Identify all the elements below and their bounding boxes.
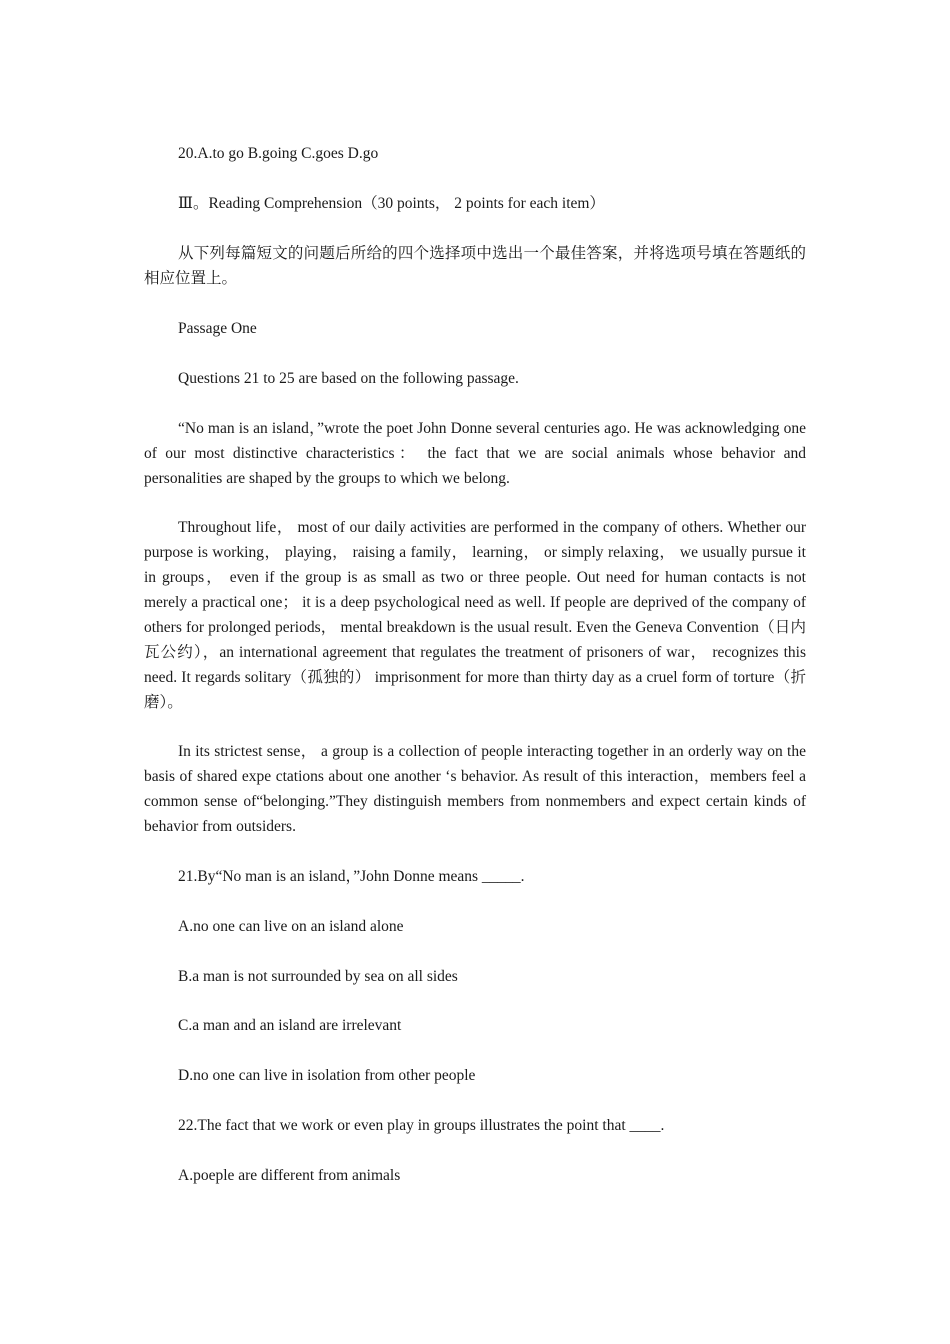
instruction: 从下列每篇短文的问题后所给的四个选择项中选出一个最佳答案，并将选项号填在答题纸的相应位置上。 bbox=[144, 245, 806, 287]
question-21-stem: 21.By“No man is an island，”John Donne means _____. bbox=[178, 868, 525, 885]
passage-title: Passage One bbox=[178, 320, 257, 337]
question-21-option-b: B.a man is not surrounded by sea on all sides bbox=[178, 968, 458, 985]
paragraph-3: In its strictest sense， a group is a collection of people interacting together in an orderly way on the basis of shared expe ctations about one another ‘s behavior. As result of this interaction，members feel a common sense of“belonging.”They distinguish members from nonmembers and expect certain kinds of behavior from outsiders. bbox=[144, 743, 806, 835]
question-20: 20.A.to go B.going C.goes D.go bbox=[178, 145, 379, 162]
section-heading: Ⅲ。Reading Comprehension（30 points， 2 points for each item） bbox=[178, 195, 605, 212]
question-22-stem: 22.The fact that we work or even play in groups illustrates the point that ____. bbox=[178, 1117, 665, 1134]
paragraph-2: Throughout life， most of our daily activities are performed in the company of others. Whether our purpose is working， playing， raising a family， learning， or simply relaxing， we usually pursue it in groups， even if the group is as small as two or three people. Out need for human contacts is not merely a practical one； it is a deep psychological need as well. If people are deprived of the company of others for prolonged periods， mental breakdown is the usual result. Even the Geneva Convention（日内瓦公约），an international agreement that regulates the treatment of prisoners of war， recognizes this need. It regards solitary（孤独的） imprisonment for more than thirty day as a cruel form of torture（折磨）。 bbox=[144, 519, 806, 711]
passage-intro: Questions 21 to 25 are based on the following passage. bbox=[178, 370, 519, 387]
question-21-option-c: C.a man and an island are irrelevant bbox=[178, 1017, 402, 1034]
question-21-option-d: D.no one can live in isolation from other people bbox=[178, 1067, 476, 1084]
paragraph-1: “No man is an island，”wrote the poet John Donne several centuries ago. He was acknowledging one of our most distinctive characteristics： the fact that we are social animals whose behavior and personalities are shaped by the groups to which we belong. bbox=[144, 420, 806, 487]
question-21-option-a: A.no one can live on an island alone bbox=[178, 918, 404, 935]
question-22-option-a: A.poeple are different from animals bbox=[178, 1167, 401, 1184]
